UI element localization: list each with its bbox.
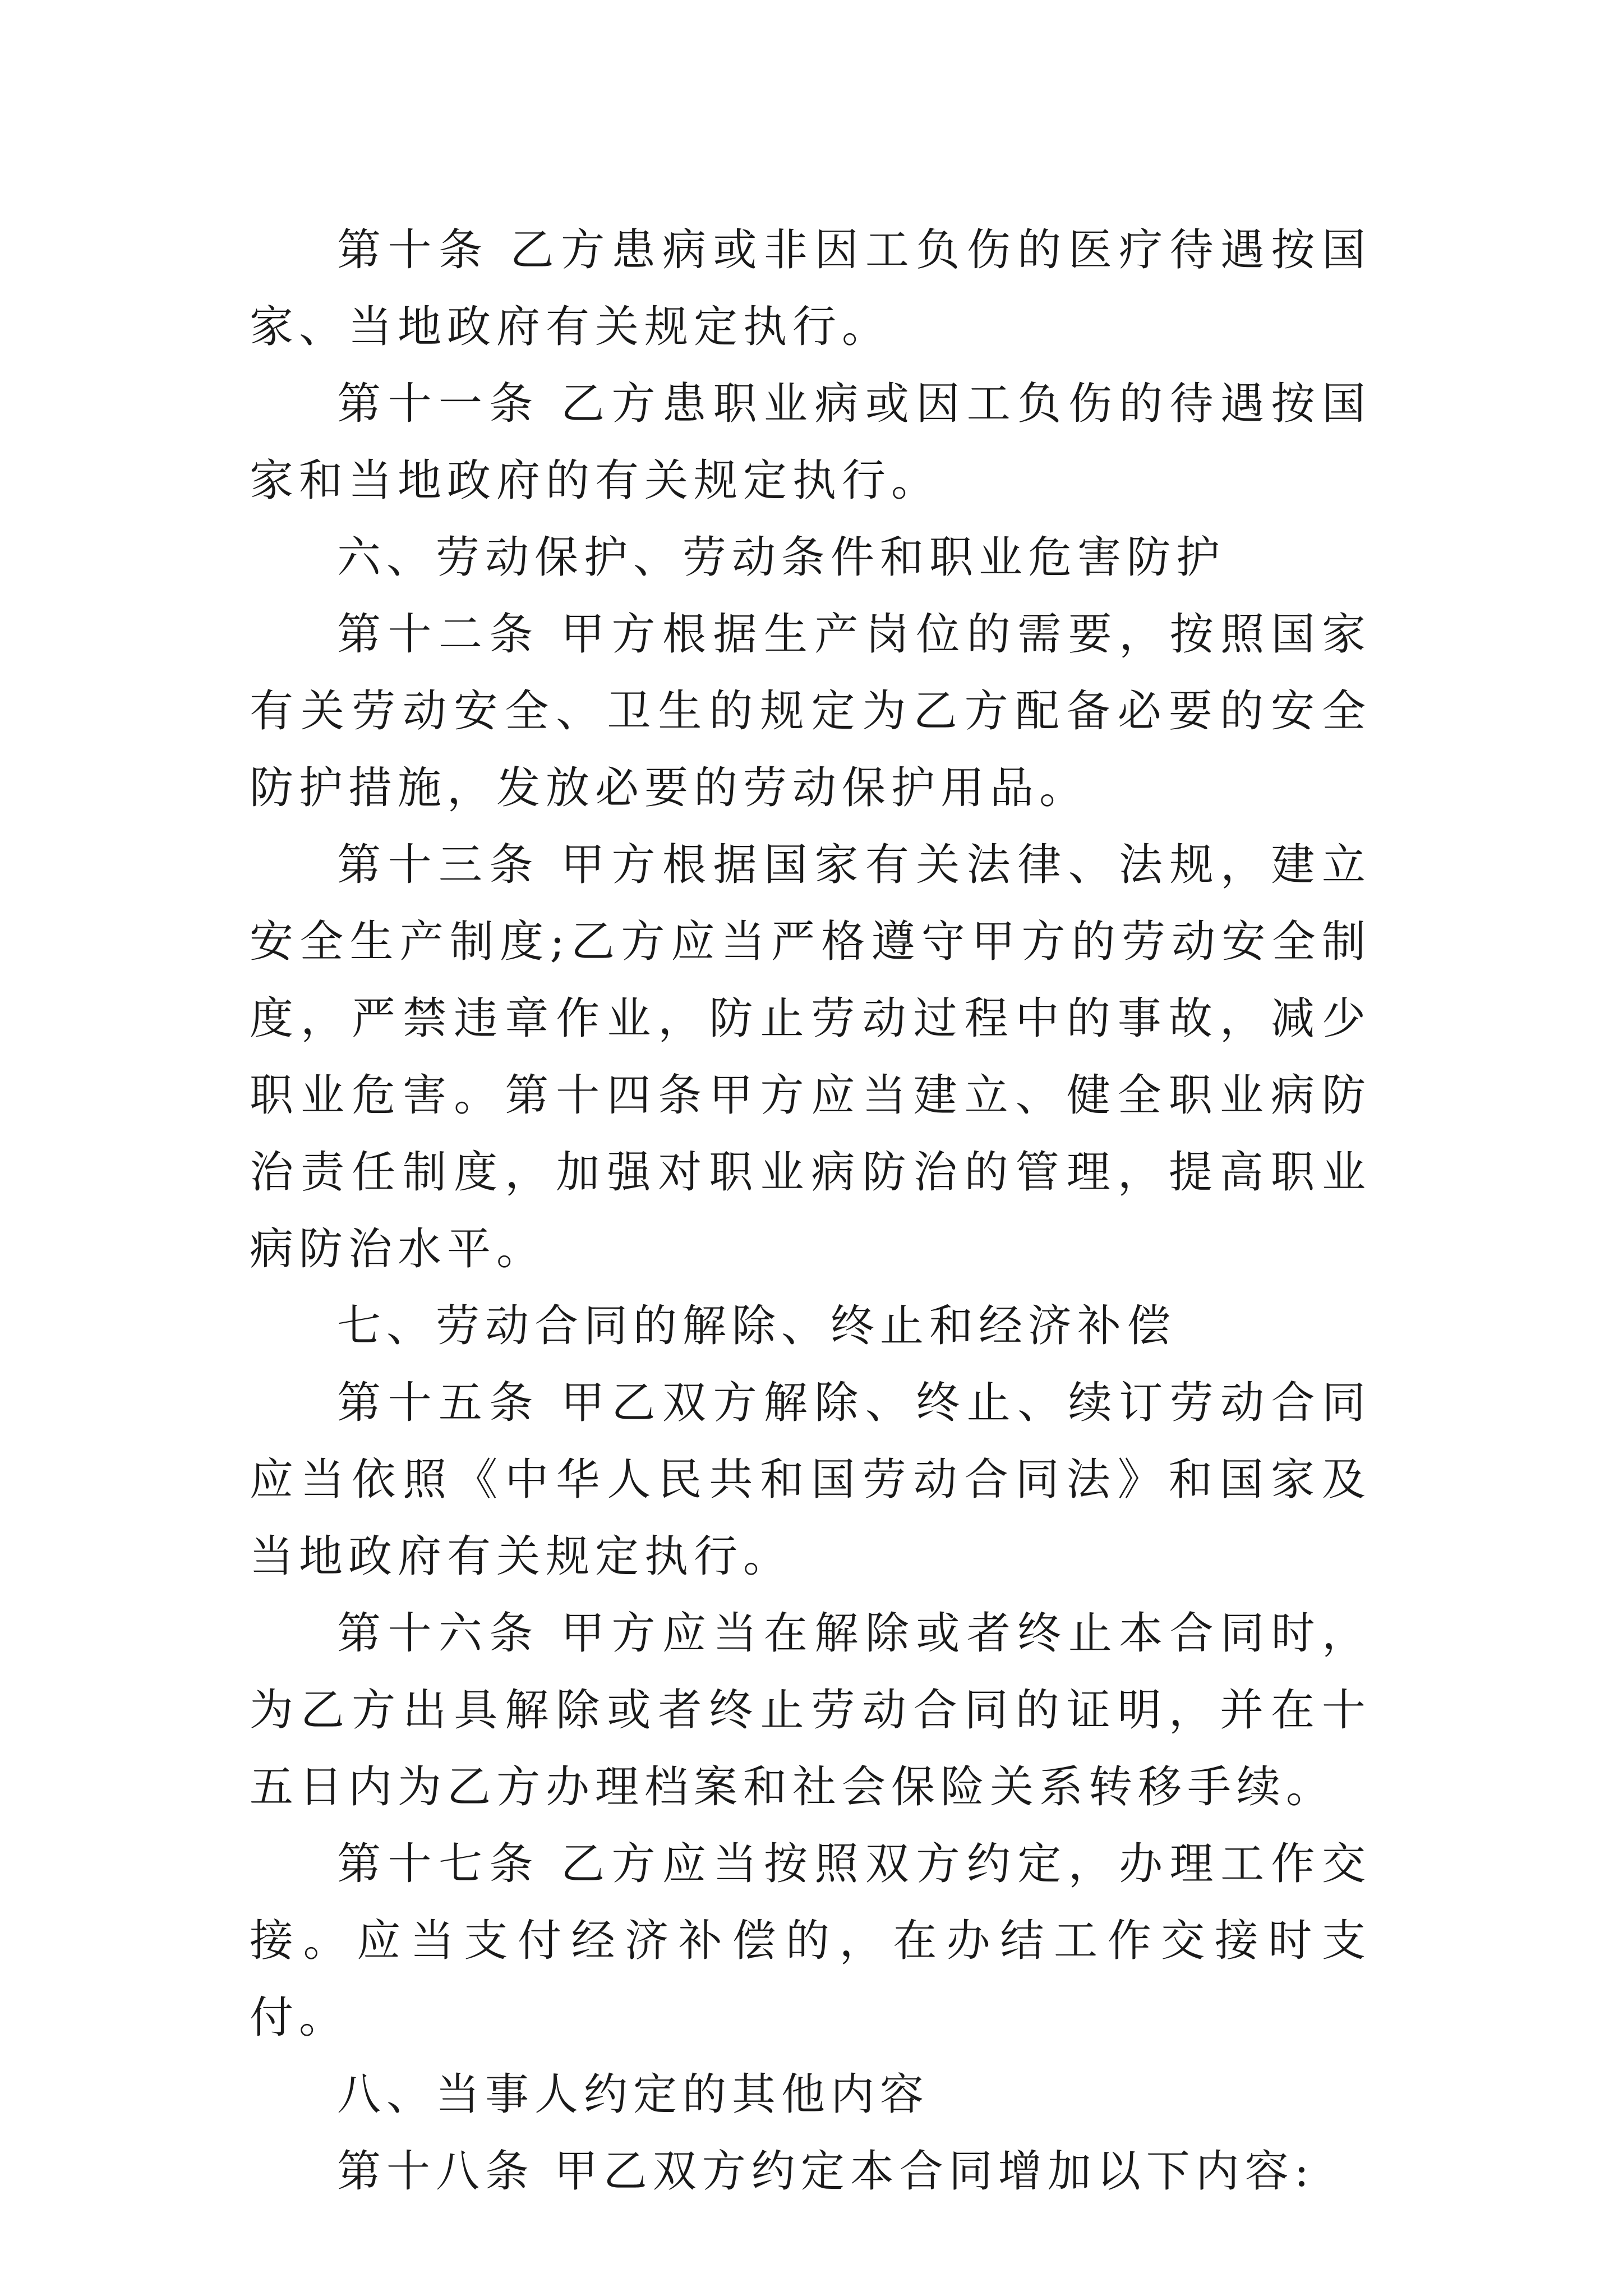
article-11: 第十一条 乙方患职业病或因工负伤的待遇按国家和当地政府的有关规定执行。 <box>250 379 1371 506</box>
article-13-14: 第十三条 甲方根据国家有关法律、法规，建立安全生产制度;乙方应当严格遵守甲方的劳动安全制度，严禁违章作业，防止劳动过程中的事故，减少职业危害。第十四条甲方应当建立、健全职业病防治责任制度，加强对职业病防治的管理，提高职业病防治水平。 <box>250 840 1371 1274</box>
section-heading-7: 七、劳动合同的解除、终止和经济补偿 <box>337 1301 1177 1351</box>
section-heading-6: 六、劳动保护、劳动条件和职业危害防护 <box>337 532 1226 583</box>
article-18: 第十八条 甲乙双方约定本合同增加以下内容: <box>337 2146 1315 2197</box>
article-15: 第十五条 甲乙双方解除、终止、续订劳动合同应当依照《中华人民共和国劳动合同法》和国家及当地政府有关规定执行。 <box>250 1378 1371 1582</box>
document-body <box>250 212 1371 2210</box>
article-12: 第十二条 甲方根据生产岗位的需要，按照国家有关劳动安全、卫生的规定为乙方配备必要的安全防护措施，发放必要的劳动保护用品。 <box>250 609 1371 813</box>
article-17: 第十七条 乙方应当按照双方约定，办理工作交接。应当支付经济补偿的，在办结工作交接时支付。 <box>250 1839 1371 2043</box>
article-16: 第十六条 甲方应当在解除或者终止本合同时，为乙方出具解除或者终止劳动合同的证明，并在十五日内为乙方办理档案和社会保险关系转移手续。 <box>250 1608 1371 1812</box>
article-10: 第十条 乙方患病或非因工负伤的医疗待遇按国家、当地政府有关规定执行。 <box>250 225 1371 352</box>
section-heading-8: 八、当事人约定的其他内容 <box>337 2069 930 2120</box>
